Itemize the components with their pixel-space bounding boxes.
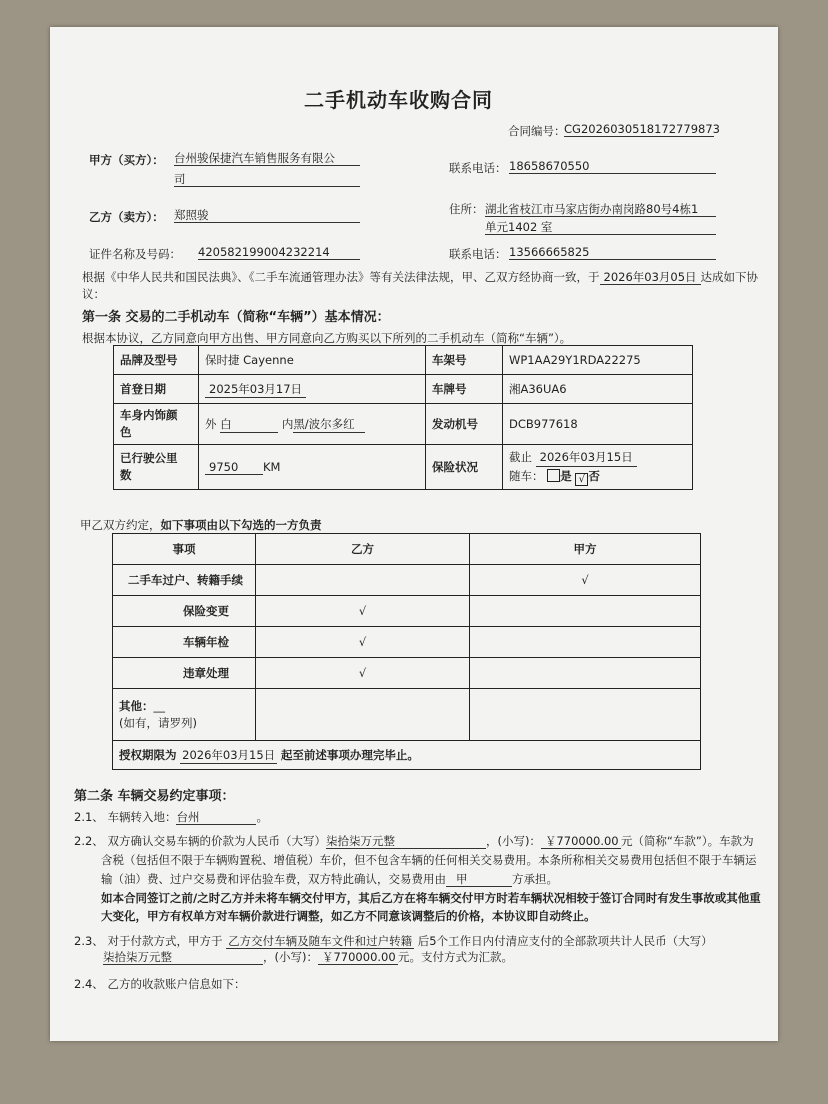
mileage-unit: KM — [263, 459, 281, 474]
c24-num: 2.4、 — [74, 977, 104, 991]
duties-auth-row — [113, 741, 701, 770]
intro-line1 — [82, 270, 758, 285]
other-party-a[interactable] — [470, 689, 701, 741]
insurance-label: 保险状况 — [426, 445, 503, 490]
party-b-phone-label: 联系电话： — [449, 247, 507, 261]
brand-value: 保时捷 Cayenne — [199, 346, 426, 375]
vehicle-row-brand — [114, 346, 693, 375]
duty-party-b-check[interactable]: √ — [256, 627, 470, 658]
party-b-id-label: 证件名称及号码： — [89, 247, 181, 261]
article2-heading: 第二条 车辆交易约定事项： — [74, 789, 235, 804]
duty-party-b-check[interactable] — [256, 565, 470, 596]
ins-yes-label: 是 — [560, 469, 572, 483]
party-a-name-line1: 台州骏保捷汽车销售服务有限公 — [174, 151, 360, 166]
ins-until-prefix: 截止 — [509, 450, 532, 464]
duty-party-a-check[interactable] — [470, 658, 701, 689]
other-value: __ — [153, 698, 165, 713]
brand-label: 品牌及型号 — [114, 346, 199, 375]
auth-cell — [113, 741, 701, 770]
c21-pre: 车辆转入地： — [107, 810, 177, 824]
party-a-label: 甲方（买方）： — [89, 153, 164, 167]
int-prefix: 内 — [281, 416, 294, 431]
reg-date-cell — [199, 375, 426, 404]
duty-party-b-check[interactable]: √ — [256, 658, 470, 689]
duties-row — [113, 627, 701, 658]
ins-with-car: 随车： — [509, 469, 544, 483]
c22-post: 元（简称“车款”）。车款为 — [620, 834, 754, 848]
contract-no-label: 合同编号： — [508, 124, 566, 138]
party-a-name-line2: 司 — [174, 172, 360, 187]
duty-party-b-check[interactable]: √ — [256, 596, 470, 627]
mileage-label-2: 数 — [120, 468, 132, 482]
duties-row — [113, 658, 701, 689]
ins-until-date: 2026年03月15日 — [536, 448, 637, 467]
party-b-address-line1: 湖北省枝江市马家店街办南岗路80号4栋1 — [485, 202, 716, 217]
duty-item: 二手车过户、转籍手续 — [113, 565, 256, 596]
c23-num: 2.3、 — [74, 934, 104, 948]
party-b-name: 郑照骏 — [174, 208, 360, 223]
ext-prefix: 外 — [205, 416, 217, 431]
party-b-label: 乙方（卖方）： — [89, 210, 164, 224]
plate-label: 车牌号 — [426, 375, 503, 404]
other-note: (如有，请罗列) — [119, 715, 197, 730]
contract-paper — [50, 27, 778, 1041]
page-title: 二手机动车收购合同 — [304, 88, 493, 112]
party-b-address-line2: 单元1402 室 — [485, 220, 716, 235]
c23-amount: ￥770000.00 — [318, 950, 398, 965]
c22-pre: 双方确认交易车辆的价款为人民币（大写） — [107, 834, 326, 848]
c21-post: 。 — [256, 810, 268, 824]
c24-text: 乙方的收款账户信息如下： — [107, 977, 246, 991]
duties-header-party-a: 甲方 — [470, 534, 701, 565]
party-b-id-no: 420582199004232214 — [198, 245, 360, 260]
c21-value: 台州 — [176, 810, 256, 825]
vin-value: WP1AA29Y1RDA22275 — [503, 346, 693, 375]
color-label-1: 车身内饰颜 — [120, 408, 178, 422]
duty-item: 违章处理 — [113, 658, 256, 689]
party-b-phone: 13566665825 — [509, 245, 716, 260]
duty-item: 车辆年检 — [113, 627, 256, 658]
intro-post: 达成如下协 — [700, 270, 759, 284]
c22-small: ，(小写)： — [485, 834, 541, 848]
c23-condition: 乙方交付车辆及随车文件和过户转籍 — [228, 934, 413, 948]
duty-party-a-check[interactable]: √ — [470, 565, 701, 596]
engine-value: DCB977618 — [503, 404, 693, 445]
duties-table — [112, 533, 701, 770]
duty-item: 保险变更 — [113, 596, 256, 627]
plate-value: 湘A36UA6 — [503, 375, 693, 404]
other-label: 其他： — [119, 698, 154, 713]
reg-date-value: 2025年03月17日 — [205, 381, 306, 398]
clause-2-3-line2 — [103, 950, 513, 965]
clause-2-1 — [74, 810, 268, 825]
contract-no-value: CG2026030518172779873 — [564, 122, 720, 136]
c23-upper: 柒拾柒万元整 — [103, 950, 263, 965]
duties-intro — [80, 518, 322, 532]
vehicle-row-color — [114, 404, 693, 445]
c22-payer: 甲 — [446, 872, 512, 887]
vin-label: 车架号 — [426, 346, 503, 375]
ins-no-checkbox[interactable]: √ — [575, 473, 588, 486]
duties-other-row — [113, 689, 701, 741]
c21-num: 2.1、 — [74, 810, 104, 824]
other-party-b[interactable] — [256, 689, 470, 741]
mileage-label-1: 已行驶公里 — [120, 451, 178, 465]
article1-desc: 根据本协议，乙方同意向甲方出售、甲方同意向乙方购买以下所列的二手机动车（简称“车辆”）。 — [82, 331, 572, 345]
ins-no-label: 否 — [588, 469, 600, 483]
duties-header-row — [113, 534, 701, 565]
duties-intro-bold: 如下事项由以下勾选的一方负责 — [160, 518, 322, 532]
color-cell — [199, 404, 426, 445]
c22-line2: 含税（包括但不限于车辆购置税、增值税）车价，但不包含车辆的任何相关交易费用。本条所称相关交易费用包括但不限于车辆运 — [101, 853, 757, 867]
c23-post: 后5个工作日内付清应支付的全部款项共计人民币（大写） — [417, 934, 713, 948]
int-color: 黑/波尔多红 — [293, 416, 365, 433]
mileage-cell — [199, 445, 426, 490]
auth-date: 2026年03月15日 — [182, 747, 276, 762]
party-a-phone-label: 联系电话： — [449, 161, 507, 175]
clause-2-2-line1 — [74, 834, 754, 849]
reg-date-label: 首登日期 — [114, 375, 199, 404]
intro-date: 2026年03月05日 — [600, 270, 701, 285]
party-a-phone: 18658670550 — [509, 159, 716, 174]
mileage-value: 9750 — [205, 460, 263, 475]
c23-small: ，(小写)： — [263, 950, 318, 964]
intro-pre: 根据《中华人民共和国民法典》、《二手车流通管理办法》等有关法律法规，甲、乙双方经协商一致，于 — [82, 270, 600, 284]
c22-upper: 柒拾柒万元整 — [326, 834, 486, 849]
clause-2-3-line1 — [74, 934, 713, 949]
mileage-label — [114, 445, 199, 490]
ins-yes-checkbox[interactable] — [547, 469, 560, 482]
c22-num: 2.2、 — [74, 834, 104, 848]
bold-clause-line1: 如本合同签订之前/之时乙方并未将车辆交付甲方，其后乙方在将车辆交付甲方时若车辆状况相较于签订合同时有发生事故或其他重 — [101, 891, 761, 905]
duties-row — [113, 596, 701, 627]
c23-pre: 对于付款方式，甲方于 — [107, 934, 223, 948]
ext-color: 白 — [220, 416, 278, 433]
duties-other-cell — [113, 689, 256, 741]
article1-heading: 第一条 交易的二手机动车（简称“车辆”）基本情况： — [82, 310, 390, 325]
duties-header-party-b: 乙方 — [256, 534, 470, 565]
engine-label: 发动机号 — [426, 404, 503, 445]
c22-l3-post: 方承担。 — [512, 872, 558, 886]
party-b-address-label: 住所： — [449, 202, 484, 216]
c22-l3-pre: 输（油）费、过户交易费和评估验车费，双方特此确认，交易费用由 — [101, 872, 446, 886]
color-label-2: 色 — [120, 425, 132, 439]
duties-row — [113, 565, 701, 596]
duty-party-a-check[interactable] — [470, 596, 701, 627]
vehicle-table — [113, 345, 693, 490]
c22-amount: ￥770000.00 — [541, 834, 621, 849]
c23-end: 元。支付方式为汇款。 — [397, 950, 513, 964]
intro-line2: 议： — [82, 287, 105, 301]
auth-post: 起至前述事项办理完毕止。 — [280, 747, 419, 762]
duty-party-a-check[interactable] — [470, 627, 701, 658]
bold-clause-line2: 大变化，甲方有权单方对车辆价款进行调整，如乙方不同意该调整后的价格，本协议即自动终止。 — [101, 909, 596, 923]
vehicle-row-reg — [114, 375, 693, 404]
color-label — [114, 404, 199, 445]
duties-intro-pre: 甲乙双方约定， — [80, 518, 161, 532]
vehicle-row-mileage — [114, 445, 693, 490]
duties-header-item: 事项 — [113, 534, 256, 565]
auth-pre: 授权期限为 — [119, 747, 177, 762]
clause-2-2-line3 — [101, 872, 558, 887]
insurance-cell — [503, 445, 693, 490]
clause-2-4 — [74, 977, 245, 991]
